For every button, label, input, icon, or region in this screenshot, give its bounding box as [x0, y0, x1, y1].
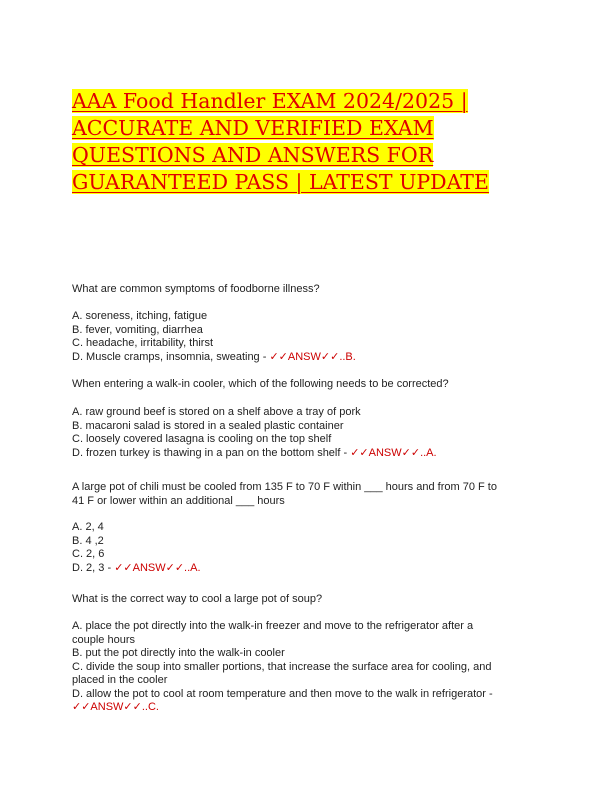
option-line: couple hours: [72, 633, 135, 646]
options-list: [72, 406, 547, 460]
option-line: B. put the pot directly into the walk-in cooler: [72, 647, 285, 659]
title-line: QUESTIONS AND ANSWERS FOR: [72, 143, 434, 167]
option: A. 2, 4: [72, 521, 104, 533]
option: C. headache, irritability, thirst: [72, 337, 214, 349]
question-text: When entering a walk-in cooler, which of the following needs to be corrected?: [72, 378, 449, 390]
option: B. fever, vomiting, diarrhea: [72, 323, 203, 336]
option-line: D. allow the pot to cool at room temperature and then move to the walk in refrigerator -: [72, 687, 493, 700]
question-block: [72, 283, 547, 297]
option: C. 2, 6: [72, 548, 105, 560]
option-text: D. 2, 3 -: [72, 561, 115, 574]
option: B. macaroni salad is stored in a sealed plastic container: [72, 419, 344, 432]
answer-mark: ✓✓ANSW✓✓..A.: [114, 561, 201, 574]
question-block: [72, 481, 547, 508]
option: [72, 447, 547, 461]
option-line: placed in the cooler: [72, 674, 168, 686]
answer-mark: ✓✓ANSW✓✓..B.: [269, 350, 356, 363]
option-line: C. divide the soup into smaller portions, that increase the surface area for cooling, and: [72, 660, 492, 673]
title-line: GUARANTEED PASS | LATEST UPDATE: [72, 170, 489, 194]
option-text: D. Muscle cramps, insomnia, sweating -: [72, 350, 270, 363]
question-text: What is the correct way to cool a large pot of soup?: [72, 593, 323, 605]
option: A. soreness, itching, fatigue: [72, 310, 208, 322]
option: C. loosely covered lasagna is cooling on the top shelf: [72, 433, 332, 445]
question-text: What are common symptoms of foodborne illness?: [72, 283, 320, 295]
answer-mark: ✓✓ANSW✓✓..C.: [72, 701, 159, 713]
option: B. 4 ,2: [72, 534, 104, 547]
option-line: [72, 701, 547, 715]
option: [72, 562, 547, 576]
options-list: [72, 310, 547, 364]
title-line: ACCURATE AND VERIFIED EXAM: [72, 116, 434, 140]
title-line: AAA Food Handler EXAM 2024/2025 |: [72, 89, 468, 113]
options-list: [72, 620, 547, 715]
option-line: A. place the pot directly into the walk-in freezer and move to the refrigerator after a: [72, 620, 474, 632]
question-text-line: A large pot of chili must be cooled from 135 F to 70 F within ___ hours and from 70 F to: [72, 481, 497, 493]
question-block: [72, 378, 547, 392]
question-text-line: 41 F or lower within an additional ___ hours: [72, 494, 285, 507]
option: A. raw ground beef is stored on a shelf above a tray of pork: [72, 406, 361, 418]
question-block: [72, 593, 547, 607]
answer-mark: ✓✓ANSW✓✓..A.: [350, 446, 437, 459]
document-title: [72, 88, 532, 196]
option-text: D. frozen turkey is thawing in a pan on the bottom shelf -: [72, 446, 351, 459]
option: [72, 351, 547, 365]
options-list: [72, 521, 547, 575]
